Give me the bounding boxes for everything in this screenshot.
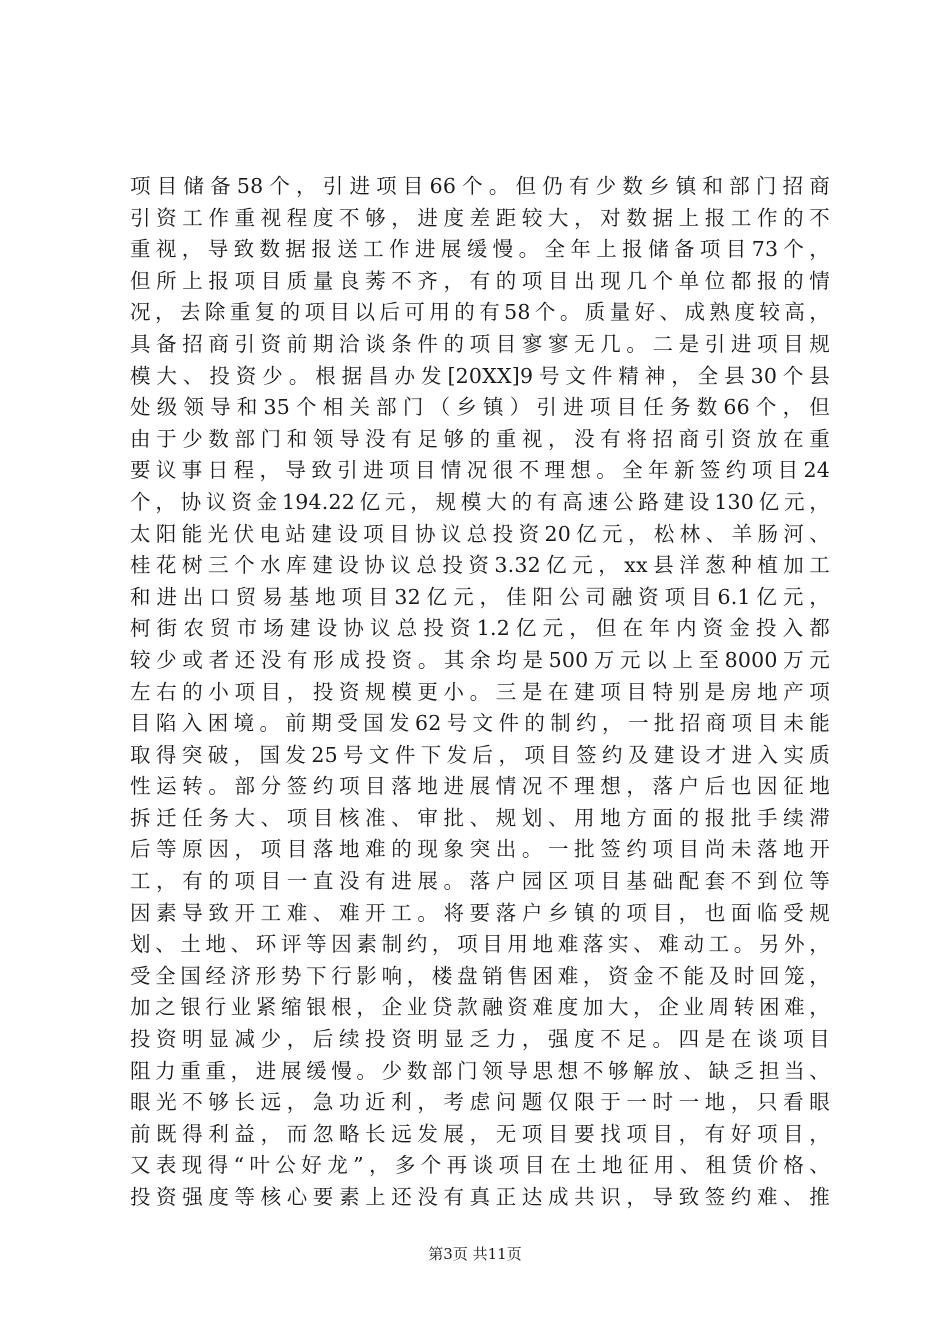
text-line: 个，协议资金194.22亿元，规模大的有高速公路建设130亿元，: [130, 489, 830, 514]
text-line: 前既得利益，而忽略长远发展，无项目要找项目，有好项目，: [130, 1121, 830, 1146]
text-line: 处级领导和35个相关部门（乡镇）引进项目任务数66个，但: [130, 395, 830, 420]
text-line: 引资工作重视程度不够，进度差距较大，对数据上报工作的不: [130, 205, 830, 230]
text-line: 桂花树三个水库建设协议总投资3.32亿元，xx县洋葱种植加工: [130, 553, 830, 578]
text-line: 柯街农贸市场建设协议总投资1.2亿元，但在年内资金投入都: [130, 616, 830, 641]
text-line: 况，去除重复的项目以后可用的有58个。质量好、成熟度较高，: [130, 300, 830, 325]
page-footer: 第3页 共11页: [428, 1245, 522, 1263]
text-line: 取得突破，国发25号文件下发后，项目签约及建设才进入实质: [130, 742, 830, 767]
text-line: 和进出口贸易基地项目32亿元，佳阳公司融资项目6.1亿元，: [130, 584, 830, 609]
text-line: 要议事日程，导致引进项目情况很不理想。全年新签约项目24: [130, 458, 830, 483]
text-line: 项目储备58个，引进项目66个。但仍有少数乡镇和部门招商: [130, 174, 830, 198]
text-line: 投资明显减少，后续投资明显乏力，强度不足。四是在谈项目: [130, 1027, 830, 1052]
text-line: 但所上报项目质量良莠不齐，有的项目出现几个单位都报的情: [130, 268, 830, 293]
text-line: 左右的小项目，投资规模更小。三是在建项目特别是房地产项: [130, 679, 830, 704]
text-line: 又表现得“叶公好龙”，多个再谈项目在土地征用、租赁价格、: [130, 1153, 830, 1178]
body-text: [130, 171, 830, 1214]
text-line: 因素导致开工难、难开工。将要落户乡镇的项目，也面临受规: [130, 900, 830, 925]
text-line: 拆迁任务大、项目核准、审批、规划、用地方面的报批手续滞: [130, 805, 830, 830]
text-line: 工，有的项目一直没有进展。落户园区项目基础配套不到位等: [130, 869, 830, 894]
text-line: 模大、投资少。根据昌办发[20XX]9号文件精神，全县30个县: [130, 363, 830, 388]
text-line: 受全国经济形势下行影响，楼盘销售困难，资金不能及时回笼，: [130, 963, 830, 988]
text-line: 性运转。部分签约项目落地进展情况不理想，落户后也因征地: [130, 774, 830, 799]
text-line: 由于少数部门和领导没有足够的重视，没有将招商引资放在重: [130, 426, 830, 451]
text-line: 具备招商引资前期洽谈条件的项目寥寥无几。二是引进项目规: [130, 331, 830, 356]
text-line: 较少或者还没有形成投资。其余均是500万元以上至8000万元: [130, 647, 830, 672]
text-line: 划、土地、环评等因素制约，项目用地难落实、难动工。另外，: [130, 932, 830, 957]
text-line: 加之银行业紧缩银根，企业贷款融资难度加大，企业周转困难，: [130, 995, 830, 1020]
text-line: 阻力重重，进展缓慢。少数部门领导思想不够解放、缺乏担当、: [130, 1058, 830, 1083]
text-line: 重视，导致数据报送工作进展缓慢。全年上报储备项目73个，: [130, 237, 830, 262]
text-line: 太阳能光伏电站建设项目协议总投资20亿元，松林、羊肠河、: [130, 521, 830, 546]
text-line: 目陷入困境。前期受国发62号文件的制约，一批招商项目未能: [130, 711, 830, 736]
text-line: 后等原因，项目落地难的现象突出。一批签约项目尚未落地开: [130, 837, 830, 862]
text-line: 眼光不够长远，急功近利，考虑问题仅限于一时一地，只看眼: [130, 1090, 830, 1115]
text-line: 投资强度等核心要素上还没有真正达成共识，导致签约难、推: [130, 1185, 830, 1209]
